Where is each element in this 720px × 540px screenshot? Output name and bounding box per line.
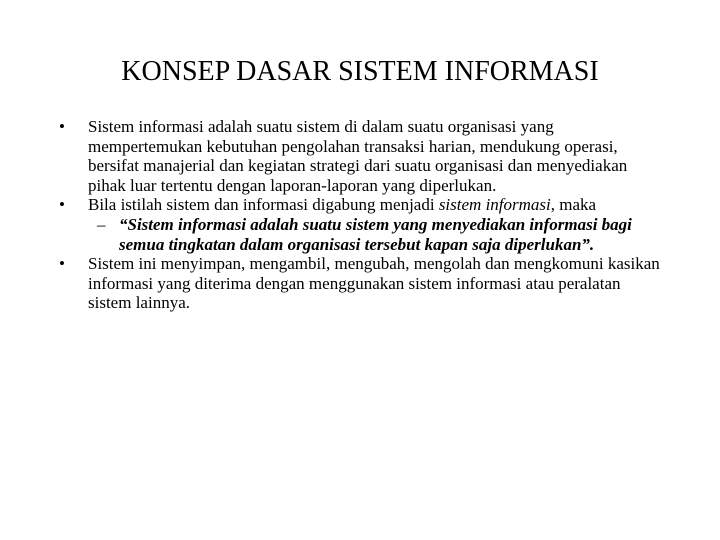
bullet-item-2 — [56, 195, 666, 215]
slide-body — [56, 117, 666, 313]
bullet-text-1: Sistem informasi adalah suatu sistem di dalam suatu organisasi yang mempertemukan kebutuhan pengolahan transaksi harian, mendukung operasi, bersifat manajerial dan kegiatan strategi dari suatu organisasi dan menyediakan pihak luar tertentu dengan laporan-laporan yang diperlukan. — [88, 117, 628, 195]
bullet-text-2-before: Bila istilah sistem dan informasi digabung menjadi — [88, 195, 439, 215]
bullet-icon: • — [59, 117, 65, 136]
bullet-text-3: Sistem ini menyimpan, mengambil, mengubah, mengolah dan mengkomuni kasikan informasi yang diterima dengan menggunakan sistem informasi atau peralatan sistem lainnya. — [88, 254, 660, 313]
slide-title: KONSEP DASAR SISTEM INFORMASI — [121, 56, 599, 87]
bullet-text-2-after: , maka — [550, 195, 597, 215]
sub-bullet-item — [56, 215, 666, 254]
sub-bullet-text: “Sistem informasi adalah suatu sistem yang menyediakan informasi bagi semua tingkatan dalam organisasi tersebut kapan saja diperlukan”. — [119, 214, 632, 254]
bullet-item-3 — [56, 254, 666, 313]
bullet-text-2-italic: sistem informasi — [438, 195, 551, 215]
bullet-icon: • — [59, 195, 65, 215]
bullet-icon: • — [59, 254, 65, 274]
dash-icon: – — [97, 214, 106, 234]
bullet-item-1 — [56, 117, 666, 195]
